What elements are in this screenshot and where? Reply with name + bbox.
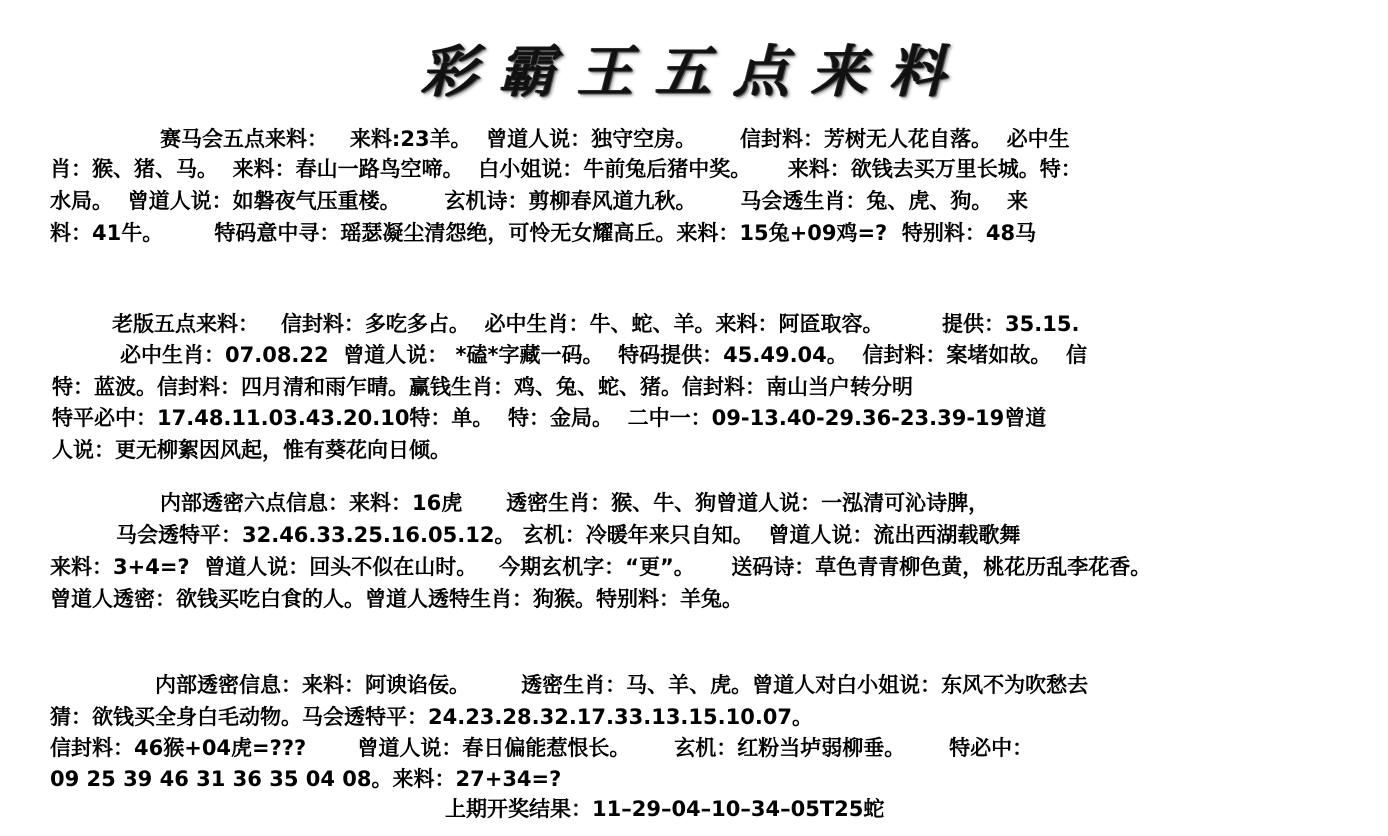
- text-line-9: 人说：更无柳絮因风起，惟有葵花向日倾。: [52, 438, 451, 462]
- last-result: 上期开奖结果：11–29–04–10–34–05T25蛇: [445, 797, 885, 821]
- text-line-12: 来料：3+4=? 曾道人说：回头不似在山时。 今期玄机字：“更”。 送码诗：草色青青柳色黄，桃花历乱李花香。: [50, 555, 1152, 579]
- text-line-17: 09 25 39 46 31 36 35 04 08。来料：27+34=?: [50, 767, 562, 791]
- text-line-7: 特：蓝波。信封料：四月清和雨乍晴。赢钱生肖：鸡、兔、蛇、猪。信封料：南山当户转分明: [52, 375, 913, 399]
- text-line-2: 肖：猴、猪、马。 来料：春山一路鸟空啼。 白小姐说：牛前兔后猪中奖。 来料：欲钱去买万里长城。特：: [50, 157, 1082, 181]
- text-line-11: 马会透特平：32.46.33.25.16.05.12。 玄机：冷暖年来只自知。 曾道人说：流出西湖载歌舞: [116, 523, 1021, 547]
- text-line-1: 赛马会五点来料： 来料:23羊。 曾道人说：独守空房。 信封料：芳树无人花自落。 必中生: [160, 127, 1070, 151]
- text-line-6: 必中生肖：07.08.22 曾道人说： *磕*字藏一码。 特码提供：45.49.04。 信封料：案堵如故。 信: [120, 343, 1088, 367]
- text-line-16: 信封料：46猴+04虎=??? 曾道人说：春日偏能惹恨长。 玄机：红粉当垆弱柳垂。 特必中：: [50, 736, 1034, 760]
- text-line-3: 水局。 曾道人说：如磐夜气压重楼。 玄机诗：剪柳春风道九秋。 马会透生肖：兔、虎、狗。 来: [50, 189, 1028, 213]
- text-line-5: 老版五点来料： 信封料：多吃多占。 必中生肖：牛、蛇、羊。来料：阿匼取容。 提供：35.15.: [112, 312, 1080, 336]
- text-line-10: 内部透密六点信息：来料：16虎 透密生肖：猴、牛、狗曾道人说：一泓清可沁诗脾，: [160, 491, 990, 515]
- text-line-8: 特平必中：17.48.11.03.43.20.10特：单。 特：金局。 二中一：09-13.40-29.36-23.39-19曾道: [52, 406, 1047, 430]
- text-line-13: 曾道人透密：欲钱买吃白食的人。曾道人透特生肖：狗猴。特别料：羊兔。: [50, 587, 743, 611]
- text-line-4: 料：41牛。 特码意中寻：瑶瑟凝尘清怨绝，可怜无女耀高丘。来料：15兔+09鸡=? 特别料：48马: [50, 221, 1037, 245]
- page-title: 彩霸王五点来料: [421, 39, 967, 105]
- text-line-14: 内部透密信息：来料：阿谀谄佞。 透密生肖：马、羊、虎。曾道人对白小姐说：东风不为吹愁去: [155, 673, 1089, 697]
- text-line-15: 猜：欲钱买全身白毛动物。马会透特平：24.23.28.32.17.33.13.15.10.07。: [50, 705, 814, 729]
